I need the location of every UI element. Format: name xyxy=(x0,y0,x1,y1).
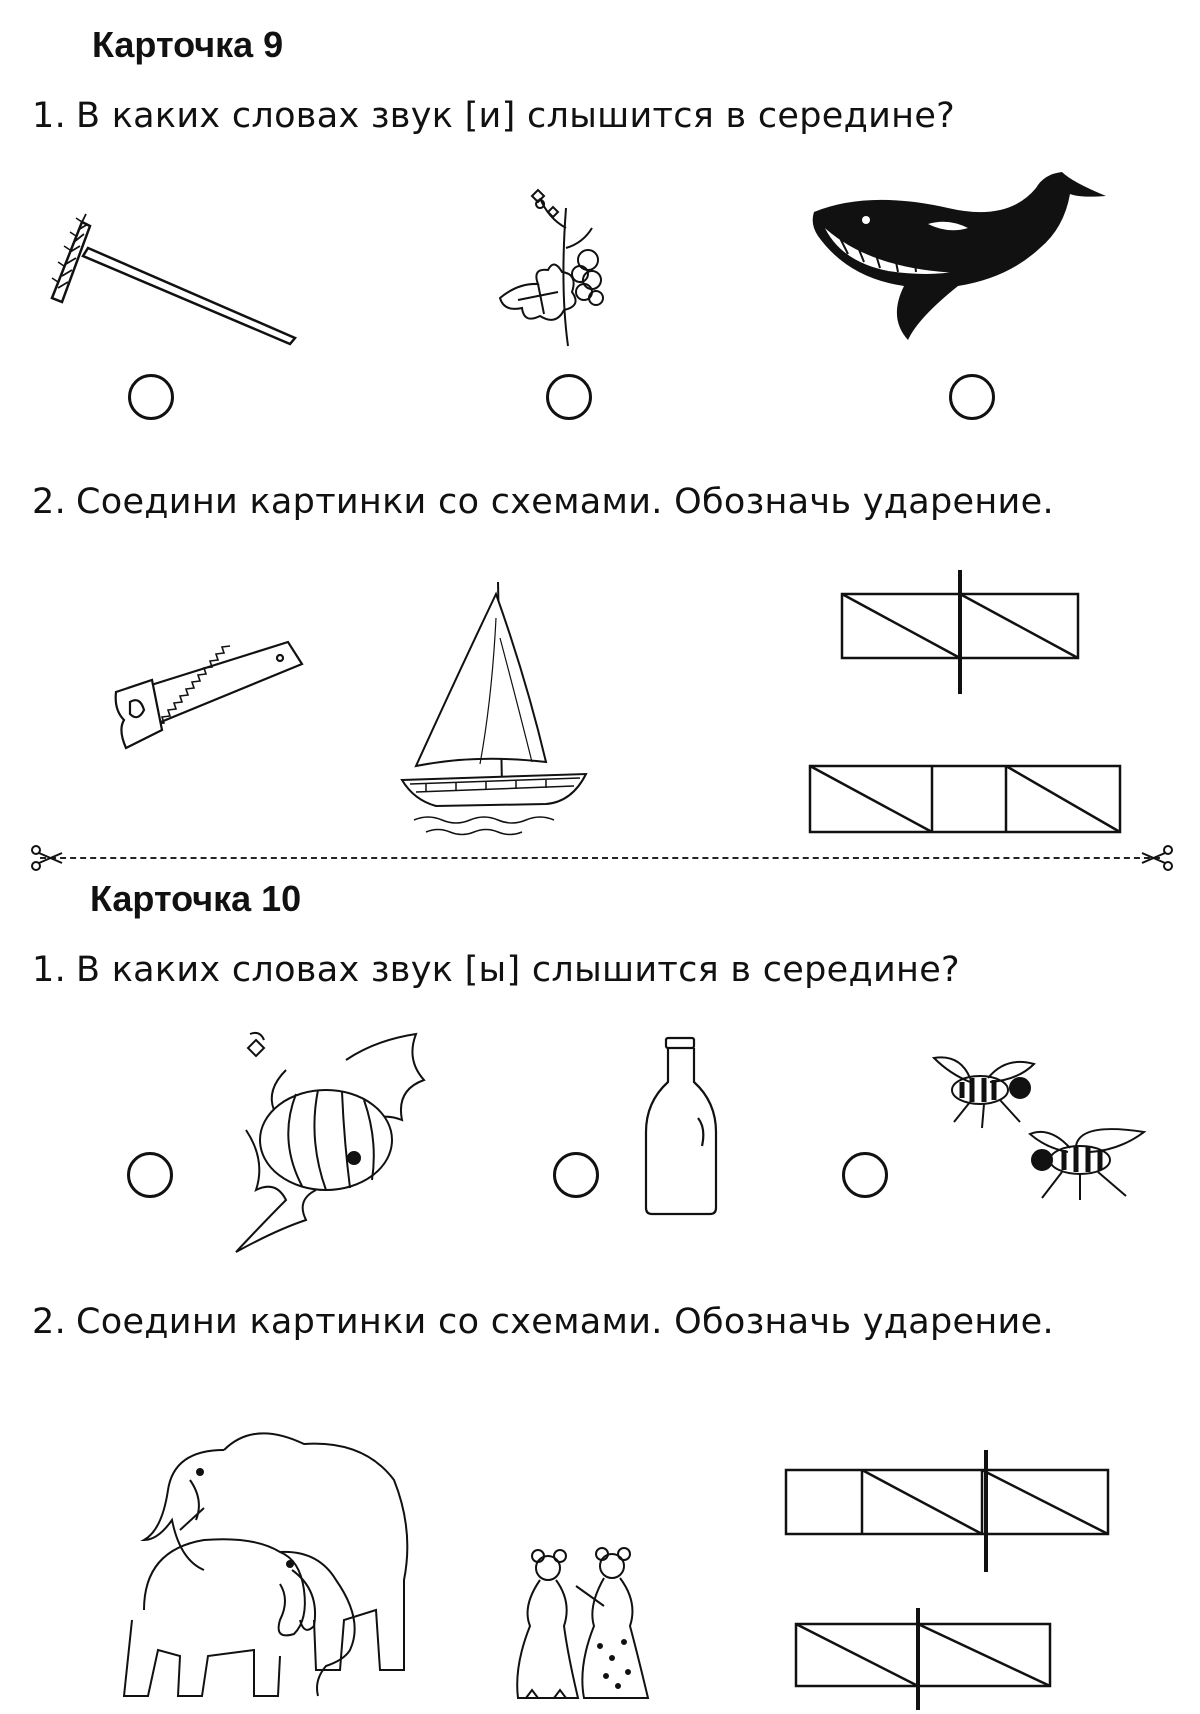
task-number: 1. xyxy=(32,950,66,990)
whale-icon xyxy=(808,168,1108,343)
mice-icon xyxy=(508,1546,658,1706)
task-text: Соедини картинки со схемами. Обозначь ударение. xyxy=(76,482,1054,522)
task-text: В каких словах звук [ы] слышится в середине? xyxy=(76,950,960,990)
task-number: 2. xyxy=(32,1302,66,1342)
rake-icon xyxy=(40,210,300,340)
card-9-title: Карточка 9 xyxy=(92,24,284,65)
scissors-icon xyxy=(1140,843,1174,873)
answer-circle[interactable] xyxy=(949,374,995,420)
raspberry-plant-icon xyxy=(488,188,618,348)
card-9-task-2 xyxy=(32,482,1054,522)
task-text: Соедини картинки со схемами. Обозначь ударение. xyxy=(76,1302,1054,1342)
task-number: 1. xyxy=(32,96,66,136)
answer-circle[interactable] xyxy=(127,1152,173,1198)
saw-icon xyxy=(112,640,307,755)
word-scheme-two-syllables[interactable] xyxy=(790,1606,1060,1712)
elephants-icon xyxy=(104,1420,424,1700)
wasps-icon xyxy=(930,1052,1150,1202)
task-number: 2. xyxy=(32,482,66,522)
answer-circle[interactable] xyxy=(546,374,592,420)
answer-circle[interactable] xyxy=(842,1152,888,1198)
bottle-icon xyxy=(640,1036,722,1216)
pumpkin-icon xyxy=(226,1030,426,1260)
word-scheme-two-syllables[interactable] xyxy=(836,568,1086,698)
word-scheme-three-syllables[interactable] xyxy=(780,1448,1120,1578)
cut-line xyxy=(40,857,1160,859)
word-scheme-three-cells[interactable] xyxy=(806,760,1126,840)
card-10-title: Карточка 10 xyxy=(90,878,302,919)
card-9-task-1 xyxy=(32,96,955,136)
scissors-icon xyxy=(30,843,64,873)
sailboat-icon xyxy=(396,578,596,840)
card-10-task-1 xyxy=(32,950,960,990)
task-text: В каких словах звук [и] слышится в середине? xyxy=(76,96,956,136)
answer-circle[interactable] xyxy=(128,374,174,420)
answer-circle[interactable] xyxy=(553,1152,599,1198)
card-10-task-2 xyxy=(32,1302,1054,1342)
